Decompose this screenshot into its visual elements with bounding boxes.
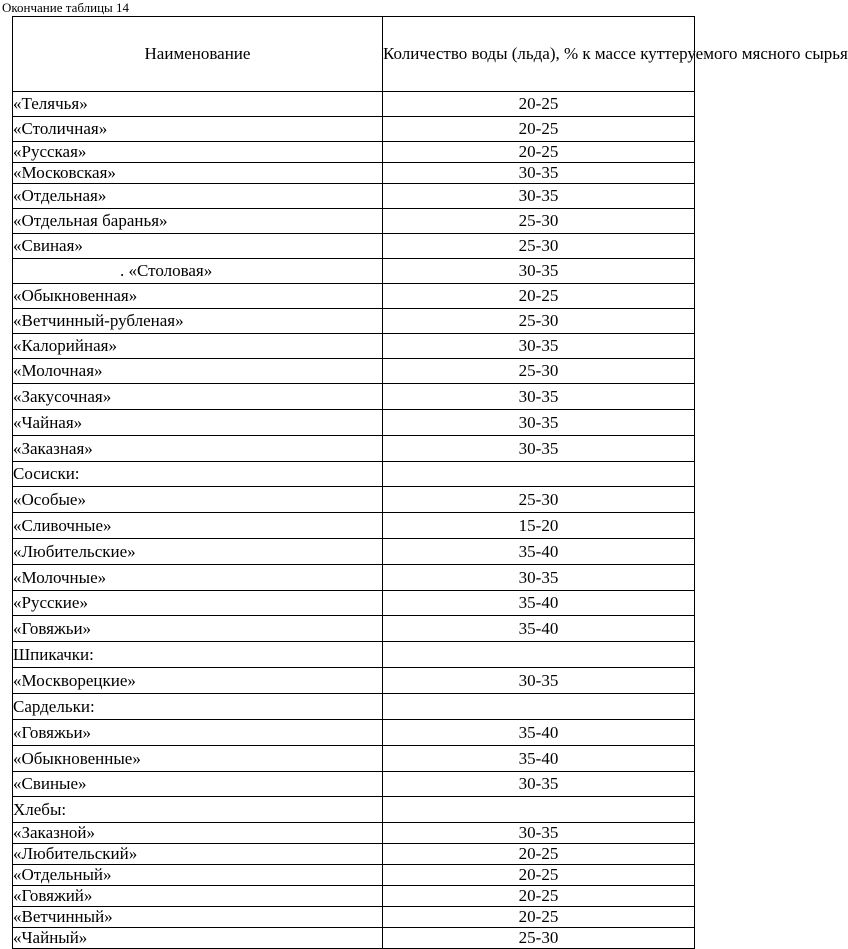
water-percent-cell: 20-25 bbox=[383, 142, 695, 163]
water-percent-cell: 25-30 bbox=[383, 209, 695, 234]
water-percent-cell: 20-25 bbox=[383, 907, 695, 928]
water-percent-cell: 35-40 bbox=[383, 539, 695, 565]
table-row bbox=[13, 746, 695, 772]
product-name-cell: «Молочная» bbox=[13, 359, 383, 384]
water-percent-cell: 25-30 bbox=[383, 928, 695, 949]
product-name-cell: «Сливочные» bbox=[13, 513, 383, 539]
product-name-cell: «Говяжий» bbox=[13, 886, 383, 907]
product-name-cell: «Заказной» bbox=[13, 823, 383, 844]
table-row bbox=[13, 234, 695, 259]
water-percent-cell: 35-40 bbox=[383, 591, 695, 616]
water-percent-cell: 20-25 bbox=[383, 844, 695, 865]
table-row bbox=[13, 117, 695, 142]
water-percent-cell: 30-35 bbox=[383, 823, 695, 844]
product-name-cell: «Заказная» bbox=[13, 436, 383, 462]
water-percent-cell: 35-40 bbox=[383, 746, 695, 772]
table-row bbox=[13, 772, 695, 797]
table-row bbox=[13, 565, 695, 591]
table-row bbox=[13, 865, 695, 886]
table-row bbox=[13, 163, 695, 184]
water-percent-cell: 20-25 bbox=[383, 865, 695, 886]
product-name-cell: «Чайный» bbox=[13, 928, 383, 949]
product-name-cell: «Закусочная» bbox=[13, 384, 383, 410]
product-name-cell: «Свиные» bbox=[13, 772, 383, 797]
table-row bbox=[13, 616, 695, 642]
product-name-cell: «Особые» bbox=[13, 487, 383, 513]
water-percent-cell: 30-35 bbox=[383, 163, 695, 184]
table-row bbox=[13, 539, 695, 565]
group-label: Хлебы: bbox=[13, 797, 383, 823]
table-row bbox=[13, 513, 695, 539]
group-label: Сосиски: bbox=[13, 462, 383, 487]
water-percent-cell: 25-30 bbox=[383, 234, 695, 259]
table-row bbox=[13, 334, 695, 359]
table-row bbox=[13, 907, 695, 928]
group-row bbox=[13, 797, 695, 823]
product-name-cell: «Русская» bbox=[13, 142, 383, 163]
water-percent-cell: 25-30 bbox=[383, 487, 695, 513]
empty-cell bbox=[383, 462, 695, 487]
table-row bbox=[13, 720, 695, 746]
group-row bbox=[13, 642, 695, 668]
water-percent-cell: 20-25 bbox=[383, 117, 695, 142]
product-name-cell: «Телячья» bbox=[13, 92, 383, 117]
table-row bbox=[13, 209, 695, 234]
product-name-cell: «Любительские» bbox=[13, 539, 383, 565]
product-name-cell: «Калорийная» bbox=[13, 334, 383, 359]
product-name-cell: «Обыкновенная» bbox=[13, 284, 383, 309]
water-percent-cell: 20-25 bbox=[383, 886, 695, 907]
group-label: Сардельки: bbox=[13, 694, 383, 720]
product-name-cell: «Столичная» bbox=[13, 117, 383, 142]
table-body bbox=[13, 92, 695, 949]
product-name-cell: «Обыкновенные» bbox=[13, 746, 383, 772]
product-name-cell: «Московская» bbox=[13, 163, 383, 184]
water-percent-cell: 30-35 bbox=[383, 184, 695, 209]
product-name-cell: «Отдельная» bbox=[13, 184, 383, 209]
product-name-cell: «Говяжьи» bbox=[13, 616, 383, 642]
water-percent-cell: 30-35 bbox=[383, 436, 695, 462]
product-name-cell: «Чайная» bbox=[13, 410, 383, 436]
group-row bbox=[13, 694, 695, 720]
product-name-cell: «Свиная» bbox=[13, 234, 383, 259]
product-name-cell: «Говяжьи» bbox=[13, 720, 383, 746]
water-content-table bbox=[12, 16, 848, 949]
table-row bbox=[13, 92, 695, 117]
product-name-cell: «Любительский» bbox=[13, 844, 383, 865]
group-label: Шпикачки: bbox=[13, 642, 383, 668]
table-header-row bbox=[13, 17, 695, 92]
water-percent-cell: 15-20 bbox=[383, 513, 695, 539]
product-name-cell: «Ветчинный-рубленая» bbox=[13, 309, 383, 334]
product-name-cell: «Москворецкие» bbox=[13, 668, 383, 694]
table-row bbox=[13, 436, 695, 462]
product-name-cell: «Ветчинный» bbox=[13, 907, 383, 928]
table-row bbox=[13, 668, 695, 694]
water-percent-cell: 20-25 bbox=[383, 284, 695, 309]
product-name-cell: . «Столовая» bbox=[13, 259, 383, 284]
table-row bbox=[13, 309, 695, 334]
table-row bbox=[13, 384, 695, 410]
water-percent-cell: 30-35 bbox=[383, 772, 695, 797]
table-row bbox=[13, 886, 695, 907]
water-percent-cell: 30-35 bbox=[383, 668, 695, 694]
column-header-water: Количество воды (льда), % к массе куттеруемого мясного сырья bbox=[383, 17, 695, 92]
empty-cell bbox=[383, 797, 695, 823]
table-caption: Окончание таблицы 14 bbox=[2, 0, 130, 15]
empty-cell bbox=[383, 642, 695, 668]
empty-cell bbox=[383, 694, 695, 720]
table-row bbox=[13, 487, 695, 513]
table-row bbox=[13, 928, 695, 949]
table-row bbox=[13, 844, 695, 865]
water-percent-cell: 30-35 bbox=[383, 384, 695, 410]
column-header-name: Наименование bbox=[13, 17, 383, 92]
water-percent-cell: 35-40 bbox=[383, 720, 695, 746]
product-name-cell: «Молочные» bbox=[13, 565, 383, 591]
water-percent-cell: 30-35 bbox=[383, 410, 695, 436]
group-row bbox=[13, 462, 695, 487]
water-percent-cell: 35-40 bbox=[383, 616, 695, 642]
table-row bbox=[13, 142, 695, 163]
table-row bbox=[13, 823, 695, 844]
table-row bbox=[13, 284, 695, 309]
product-name-cell: «Отдельная баранья» bbox=[13, 209, 383, 234]
water-percent-cell: 30-35 bbox=[383, 565, 695, 591]
water-percent-cell: 30-35 bbox=[383, 334, 695, 359]
product-name-cell: «Русские» bbox=[13, 591, 383, 616]
water-percent-cell: 25-30 bbox=[383, 309, 695, 334]
table-row bbox=[13, 410, 695, 436]
water-percent-cell: 20-25 bbox=[383, 92, 695, 117]
table-row bbox=[13, 359, 695, 384]
water-percent-cell: 30-35 bbox=[383, 259, 695, 284]
table-row bbox=[13, 259, 695, 284]
product-name-cell: «Отдельный» bbox=[13, 865, 383, 886]
table-row bbox=[13, 184, 695, 209]
water-percent-cell: 25-30 bbox=[383, 359, 695, 384]
table-row bbox=[13, 591, 695, 616]
